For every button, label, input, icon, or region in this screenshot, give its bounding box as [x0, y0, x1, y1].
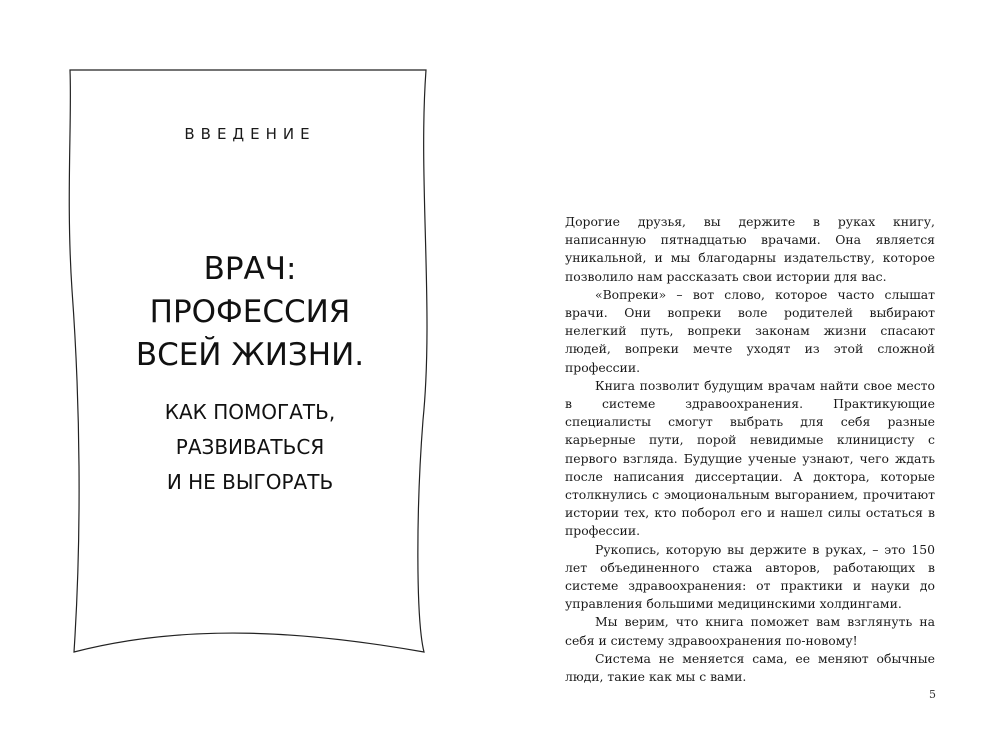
- subtitle-line: КАК ПОМОГАТЬ,: [164, 400, 336, 424]
- title-line: ПРОФЕССИЯ: [149, 294, 351, 330]
- paragraph: Мы верим, что книга поможет вам взглянуть на себя и систему здравоохранения по-новому!: [565, 614, 935, 648]
- subtitle: [70, 395, 430, 500]
- subtitle-line: РАЗВИВАТЬСЯ: [175, 435, 325, 459]
- paragraph: Система не меняется сама, ее меняют обычные люди, такие как мы с вами.: [565, 650, 935, 685]
- paragraph: Рукопись, которую вы держите в руках, – это 150 лет объединенного стажа авторов, работающих в системе здравоохранения: от практики и науки до управления большими медицинскими холдингами.: [565, 541, 935, 612]
- paragraph: «Вопреки» – вот слово, которое часто слышат врачи. Они вопреки воле родителей выбирают нелегкий путь, вопреки законам жизни спасают людей, вопреки мечте уходят из этой сложной профессии.: [565, 286, 935, 375]
- paragraph: Дорогие друзья, вы держите в руках книгу, написанную пятнадцатью врачами. Она является уникальной, и мы благодарны издательству, которое позволило нам рассказать свои истории для вас.: [565, 214, 935, 284]
- paragraph: Книга позволит будущим врачам найти свое место в системе здравоохранения. Практикующие специалисты смогут выбрать для себя разные карьерные пути, порой невидимые клиницисту с первого взгляда. Будущие ученые узнают, чего ждать после написания диссертации. А доктора, которые столкнулись с эмоциональным выгоранием, прочитают истории тех, кто поборол его и нашел силы остаться в профессии.: [565, 377, 935, 539]
- title-line: ВСЕЙ ЖИЗНИ.: [135, 337, 365, 373]
- main-title: [70, 248, 430, 377]
- section-label: ВВЕДЕНИЕ: [184, 125, 316, 143]
- title-line: ВРАЧ:: [203, 251, 297, 287]
- subtitle-line: И НЕ ВЫГОРАТЬ: [166, 470, 334, 494]
- page-number: 5: [929, 688, 936, 701]
- introduction-body: [565, 213, 935, 686]
